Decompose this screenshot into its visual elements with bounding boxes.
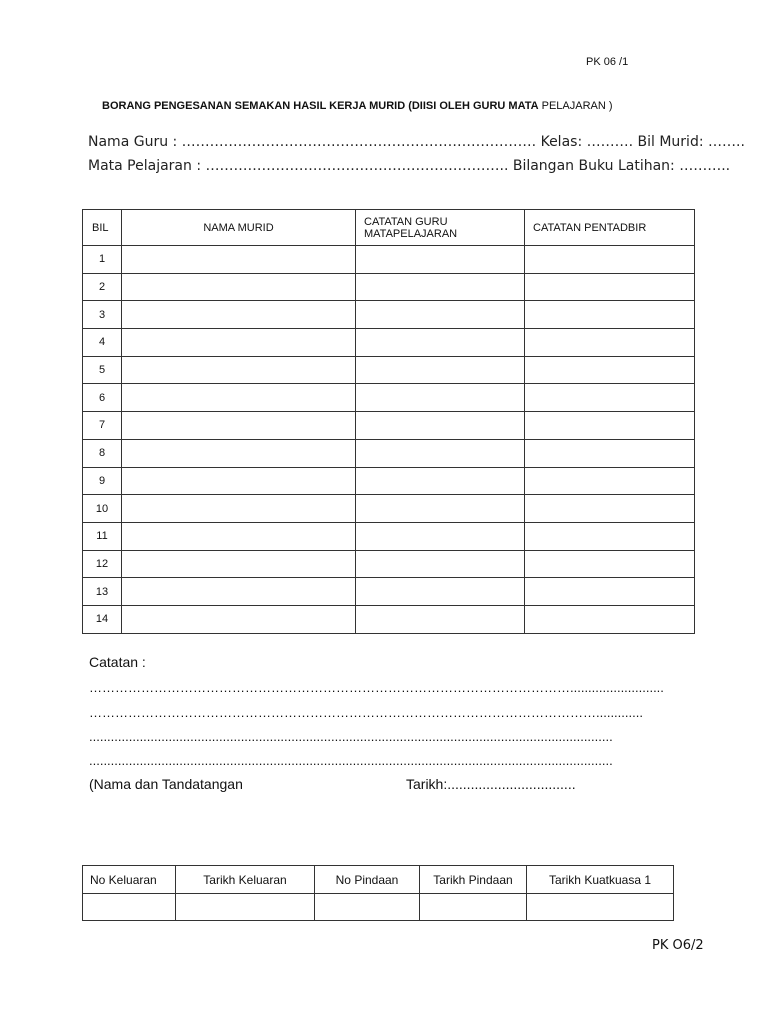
catatan-guru-cell[interactable] — [356, 356, 525, 384]
catatan-pentadbir-cell[interactable] — [525, 550, 695, 578]
nama-murid-cell[interactable] — [122, 605, 356, 633]
catatan-pentadbir-cell[interactable] — [525, 246, 695, 274]
nama-murid-cell[interactable] — [122, 246, 356, 274]
catatan-guru-cell[interactable] — [356, 301, 525, 329]
catatan-pentadbir-cell[interactable] — [525, 273, 695, 301]
catatan-pentadbir-cell[interactable] — [525, 522, 695, 550]
row-number: 8 — [83, 439, 122, 467]
row-number: 2 — [83, 273, 122, 301]
footer-empty-cell[interactable] — [420, 894, 527, 921]
footer-no-pindaan: No Pindaan — [315, 866, 420, 894]
footer-header-row — [83, 866, 674, 894]
footer-tarikh-keluaran: Tarikh Keluaran — [176, 866, 315, 894]
info-line-teacher: Nama Guru : …………………………………………………………………. Kelas: ………. Bil Murid: …….. — [88, 134, 745, 150]
table-row — [83, 273, 695, 301]
header-catatan-guru: CATATAN GURU MATAPELAJARAN — [356, 210, 525, 246]
header-nama-murid: NAMA MURID — [122, 210, 356, 246]
catatan-pentadbir-cell[interactable] — [525, 467, 695, 495]
catatan-guru-cell[interactable] — [356, 605, 525, 633]
table-row — [83, 439, 695, 467]
row-number: 4 — [83, 329, 122, 357]
footer-empty-cell[interactable] — [315, 894, 420, 921]
nama-murid-cell[interactable] — [122, 273, 356, 301]
catatan-guru-cell[interactable] — [356, 384, 525, 412]
table-row — [83, 550, 695, 578]
catatan-label: Catatan : — [89, 654, 146, 670]
nama-murid-cell[interactable] — [122, 439, 356, 467]
form-code-bottom: PK O6/2 — [652, 938, 704, 953]
catatan-guru-cell[interactable] — [356, 412, 525, 440]
row-number: 9 — [83, 467, 122, 495]
footer-tarikh-pindaan: Tarikh Pindaan — [420, 866, 527, 894]
catatan-pentadbir-cell[interactable] — [525, 495, 695, 523]
row-number: 1 — [83, 246, 122, 274]
document-control-table — [82, 865, 674, 921]
info-line-subject: Mata Pelajaran : ……………………………………………………….. Bilangan Buku Latihan: ……….. — [88, 158, 731, 174]
nama-murid-cell[interactable] — [122, 578, 356, 606]
header-catatan-pentadbir: CATATAN PENTADBIR — [525, 210, 695, 246]
row-number: 5 — [83, 356, 122, 384]
nama-murid-cell[interactable] — [122, 550, 356, 578]
table-header-row — [83, 210, 695, 246]
catatan-pentadbir-cell[interactable] — [525, 605, 695, 633]
catatan-pentadbir-cell[interactable] — [525, 578, 695, 606]
catatan-guru-cell[interactable] — [356, 495, 525, 523]
footer-empty-row — [83, 894, 674, 921]
row-number: 14 — [83, 605, 122, 633]
footer-empty-cell[interactable] — [83, 894, 176, 921]
table-row — [83, 246, 695, 274]
row-number: 12 — [83, 550, 122, 578]
table-row — [83, 578, 695, 606]
table-row — [83, 412, 695, 440]
catatan-guru-cell[interactable] — [356, 439, 525, 467]
header-bil: BIL — [83, 210, 122, 246]
table-row — [83, 467, 695, 495]
catatan-pentadbir-cell[interactable] — [525, 356, 695, 384]
catatan-pentadbir-cell[interactable] — [525, 301, 695, 329]
footer-no-keluaran: No Keluaran — [83, 866, 176, 894]
catatan-guru-cell[interactable] — [356, 578, 525, 606]
table-row — [83, 522, 695, 550]
row-number: 10 — [83, 495, 122, 523]
row-number: 11 — [83, 522, 122, 550]
form-code-top: PK 06 /1 — [586, 56, 629, 68]
catatan-line-2: ………………………………………………………………………………………………………............. — [89, 705, 643, 720]
row-number: 6 — [83, 384, 122, 412]
catatan-line-4: ................................................................................................................................................. — [89, 753, 613, 768]
nama-murid-cell[interactable] — [122, 522, 356, 550]
catatan-pentadbir-cell[interactable] — [525, 329, 695, 357]
row-number: 13 — [83, 578, 122, 606]
footer-empty-cell[interactable] — [527, 894, 674, 921]
catatan-guru-cell[interactable] — [356, 467, 525, 495]
table-row — [83, 384, 695, 412]
date-label: Tarikh:................................. — [406, 776, 576, 792]
nama-murid-cell[interactable] — [122, 301, 356, 329]
table-row — [83, 329, 695, 357]
nama-murid-cell[interactable] — [122, 467, 356, 495]
row-number: 3 — [83, 301, 122, 329]
table-row — [83, 605, 695, 633]
catatan-pentadbir-cell[interactable] — [525, 412, 695, 440]
nama-murid-cell[interactable] — [122, 412, 356, 440]
heading-normal-part: PELAJARAN ) — [538, 100, 613, 112]
footer-empty-cell[interactable] — [176, 894, 315, 921]
catatan-guru-cell[interactable] — [356, 522, 525, 550]
row-number: 7 — [83, 412, 122, 440]
nama-murid-cell[interactable] — [122, 384, 356, 412]
catatan-guru-cell[interactable] — [356, 273, 525, 301]
table-row — [83, 356, 695, 384]
student-work-table — [82, 209, 695, 634]
table-row — [83, 301, 695, 329]
footer-tarikh-kuatkuasa: Tarikh Kuatkuasa 1 — [527, 866, 674, 894]
catatan-line-3: ................................................................................................................................................. — [89, 729, 613, 744]
signature-label: (Nama dan Tandatangan — [89, 776, 243, 792]
heading-bold-part: BORANG PENGESANAN SEMAKAN HASIL KERJA MURID (DIISI OLEH GURU MATA — [102, 100, 539, 112]
nama-murid-cell[interactable] — [122, 329, 356, 357]
catatan-pentadbir-cell[interactable] — [525, 439, 695, 467]
nama-murid-cell[interactable] — [122, 356, 356, 384]
catatan-guru-cell[interactable] — [356, 246, 525, 274]
catatan-line-1: ………………………………………………………………………………………………….......................... — [89, 680, 664, 695]
catatan-pentadbir-cell[interactable] — [525, 384, 695, 412]
catatan-guru-cell[interactable] — [356, 329, 525, 357]
form-heading — [102, 100, 613, 112]
table-row — [83, 495, 695, 523]
nama-murid-cell[interactable] — [122, 495, 356, 523]
catatan-guru-cell[interactable] — [356, 550, 525, 578]
